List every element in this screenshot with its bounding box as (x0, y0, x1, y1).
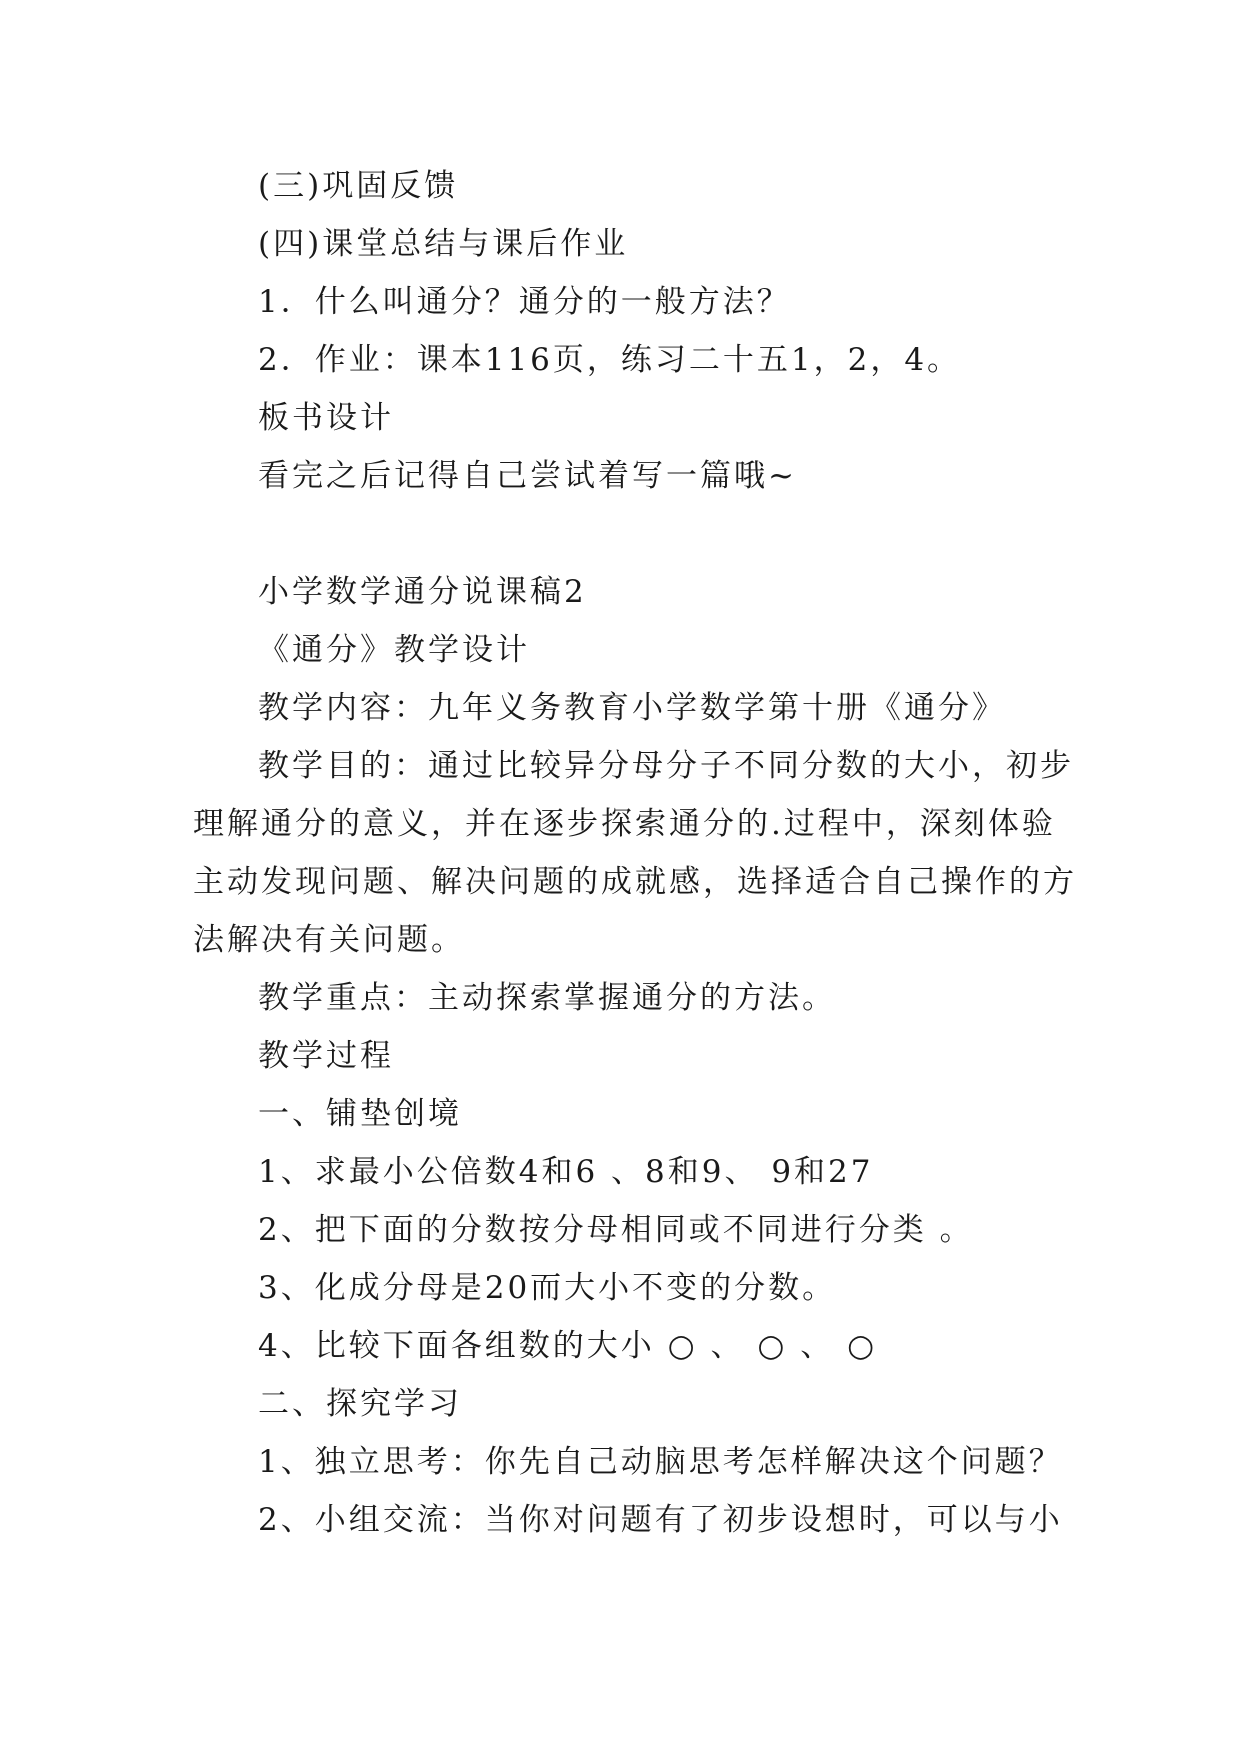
text-line: 教学目的：通过比较异分母分子不同分数的大小，初步 (258, 748, 1074, 784)
text-line: 1．什么叫通分？通分的一般方法？ (258, 284, 791, 320)
text-line: 1、求最小公倍数4和6 、8和9、 9和27 (258, 1154, 874, 1190)
text-line: 4、比较下面各组数的大小 ○ 、 ○ 、 ○ (258, 1328, 878, 1364)
text-line: 主动发现问题、解决问题的成就感，选择适合自己操作的方 (193, 864, 1077, 900)
text-line: 教学重点：主动探索掌握通分的方法。 (258, 980, 836, 1016)
text-line: (三)巩固反馈 (258, 168, 459, 204)
text-line: (四)课堂总结与课后作业 (258, 226, 629, 262)
text-line: 《通分》教学设计 (258, 632, 530, 668)
text-line: 1、独立思考：你先自己动脑思考怎样解决这个问题？ (258, 1444, 1063, 1480)
text-line: 一、铺垫创境 (258, 1096, 462, 1132)
text-line: 3、化成分母是20而大小不变的分数。 (258, 1270, 837, 1306)
text-line: 法解决有关问题。 (193, 922, 465, 958)
text-line: 2、小组交流：当你对问题有了初步设想时，可以与小 (258, 1502, 1063, 1538)
text-line: 教学过程 (258, 1038, 394, 1074)
text-line: 看完之后记得自己尝试着写一篇哦~ (258, 458, 797, 494)
text-line: 板书设计 (258, 400, 394, 436)
text-line: 理解通分的意义，并在逐步探索通分的.过程中，深刻体验 (193, 806, 1056, 842)
text-line: 2、把下面的分数按分母相同或不同进行分类 。 (258, 1212, 974, 1248)
section-title: 小学数学通分说课稿2 (258, 574, 587, 610)
text-line: 教学内容：九年义务教育小学数学第十册《通分》 (258, 690, 1006, 726)
text-line: 二、探究学习 (258, 1386, 462, 1422)
text-line: 2．作业：课本116页，练习二十五1，2，4。 (258, 342, 962, 378)
